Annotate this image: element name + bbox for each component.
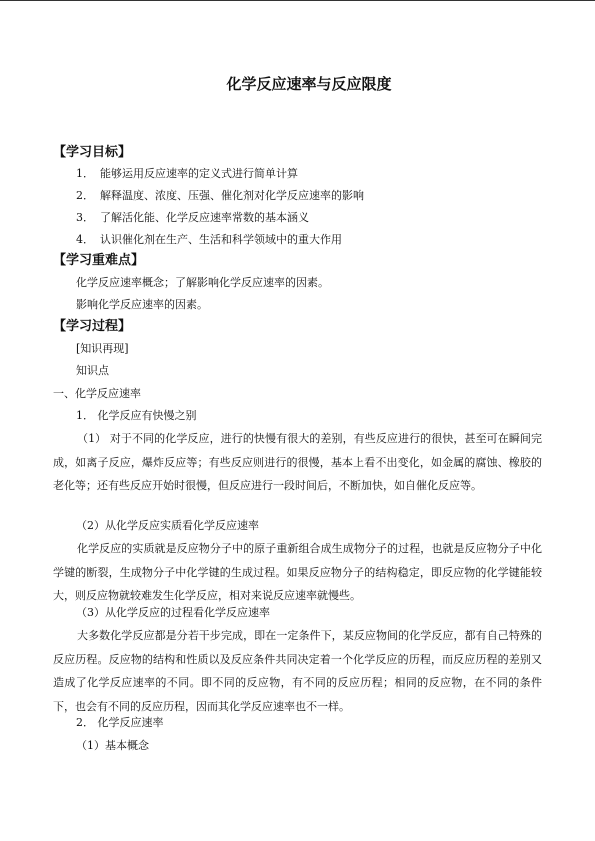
item1-heading: 1． 化学反应有快慢之别 — [76, 409, 197, 422]
goal-item-4 — [76, 232, 342, 248]
goal-text: 认识催化剂在生产、生活和科学领域中的重大作用 — [100, 233, 342, 246]
goal-item-2 — [76, 188, 364, 204]
goal-text: 解释温度、浓度、压强、催化剂对化学反应速率的影响 — [100, 189, 364, 202]
part1-heading: 一、化学反应速率 — [53, 387, 141, 400]
subsection-2-heading: （2）从化学反应实质看化学反应速率 — [76, 519, 259, 532]
item2-heading: 2． 化学反应速率 — [76, 716, 164, 729]
goal-number: 1． — [76, 167, 94, 180]
knowledge-review-label: [知识再现] — [76, 342, 129, 355]
paragraph-3: 大多数化学反应都是分若干步完成，即在一定条件下，某反应物间的化学反应，都有自己特殊的反应历程。反应物的结构和性质以及反应条件共同决定着一个化学反应的历程，而反应历程的差别又造成了化学反应速率的不同。即不同的反应物，有不同的反应历程；相同的反应物，在不同的条件下，也会有不同的反应历程，因而其化学反应速率也不一样。 — [53, 629, 542, 713]
process-heading: 【学习过程】 — [53, 319, 132, 334]
document-title: 化学反应速率与反应限度 — [226, 75, 392, 93]
knowledge-point-label: 知识点 — [76, 364, 109, 377]
goal-item-1 — [76, 166, 298, 182]
paragraph-1: （1） 对于不同的化学反应，进行的快慢有很大的差别，有些反应进行的很快，甚至可在瞬间完成，如离子反应，爆炸反应等；有些反应则进行的很慢，基本上看不出变化，如金属的腐蚀、橡胶的老化等；还有些反应开始时很慢，但反应进行一段时间后，不断加快，如自催化反应等。 — [53, 432, 542, 492]
subsection-3-heading: （3）从化学反应的过程看化学反应速率 — [76, 606, 270, 619]
key-point-2: 影响化学反应速率的因素。 — [76, 298, 208, 311]
key-point-1: 化学反应速率概念；了解影响化学反应速率的因素。 — [76, 276, 329, 289]
goal-number: 4． — [76, 233, 94, 246]
goal-item-3 — [76, 210, 309, 226]
goal-text: 能够运用反应速率的定义式进行简单计算 — [100, 167, 298, 180]
goals-heading: 【学习目标】 — [53, 145, 132, 160]
basic-concept-heading: （1）基本概念 — [76, 739, 149, 752]
paragraph-2: 化学反应的实质就是反应物分子中的原子重新组合成生成物分子的过程，也就是反应物分子中化学键的断裂，生成物分子中化学键的生成过程。如果反应物分子的结构稳定，即反应物的化学键能较大，则反应物就较难发生化学反应，相对来说反应速率就慢些。 — [53, 542, 542, 602]
goal-number: 2． — [76, 189, 94, 202]
goal-number: 3． — [76, 211, 94, 224]
goal-text: 了解活化能、化学反应速率常数的基本涵义 — [100, 211, 309, 224]
key-points-heading: 【学习重难点】 — [53, 253, 145, 268]
top-border-line — [0, 0, 595, 1]
